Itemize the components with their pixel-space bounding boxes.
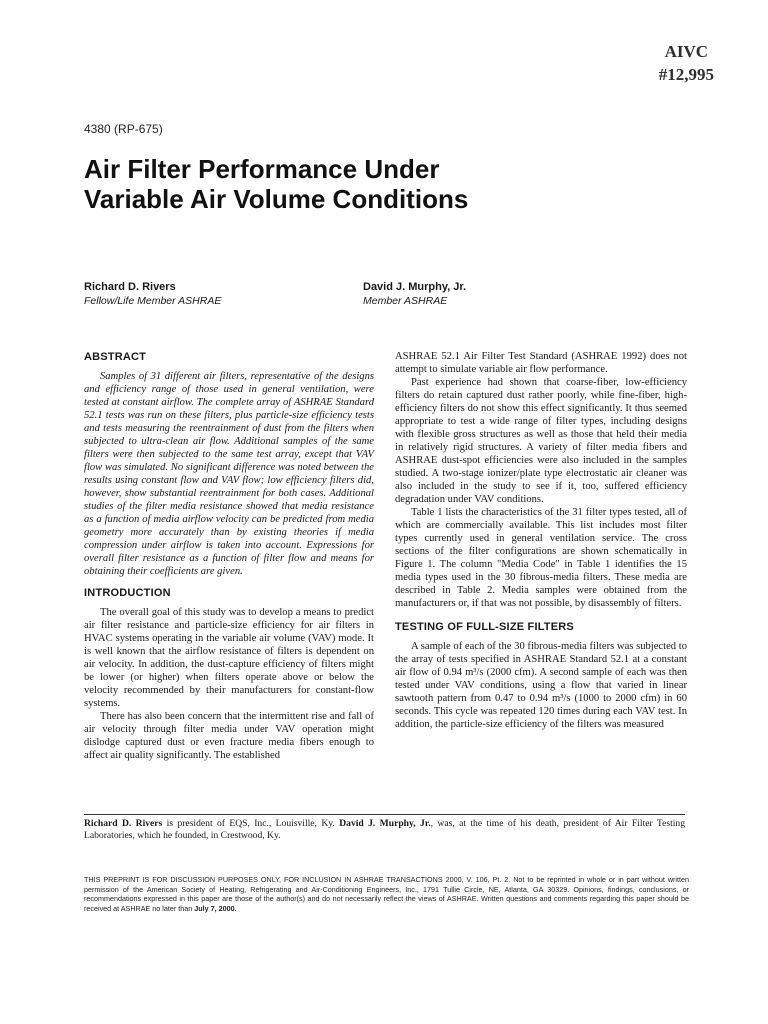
footnote-author-1: Richard D. Rivers: [84, 818, 163, 829]
author-affiliation: Member ASHRAE: [363, 295, 448, 307]
left-column: [84, 350, 374, 762]
preprint-disclaimer: [84, 875, 689, 913]
title-line-2: Variable Air Volume Conditions: [84, 184, 469, 214]
testing-paragraph: A sample of each of the 30 fibrous-media filters was subjected to the array of tests specified in ASHRAE Standard 52.1 at a constant air flow of 0.94 m³/s (2000 cfm). A second sample of each was then tested under VAV conditions, using a flow that varied in linear sawtooth pattern from 0.47 to 0.94 m³/s (1000 to 2000 cfm) in 60 seconds. This cycle was repeated 120 times during each VAV test. In addition, the particle-size efficiency of the filters was measured: [395, 641, 687, 730]
footnote-text-1: is president of EQS, Inc., Louisville, Ky.: [162, 818, 340, 829]
abstract-text: Samples of 31 different air filters, representative of the designs and efficiency range of those used in general ventilation, were tested at constant airflow. The complete array of ASHRAE Standard 52.1 tests was run on these filters, plus particle-size efficiency tests and tests measuring the reentrainment of dust from the filters when subjected to ultra-clean air flow. Additional samples of the same filters were then subjected to the same test array, except that VAV flow was simulated. No significant difference was noted between the results using constant flow and VAV flow; low efficiency filters did, however, show substantial reentrainment for both cases. Additional studies of the filter media resistance showed that media resistance as a function of media airflow velocity can be predicted from media geometry more accurately than by existing theories if media compression under airflow is taken into account. Expressions for overall filter resistance as a function of filter flow and means for obtaining their coefficients are given.: [84, 371, 374, 577]
intro-paragraph: The overall goal of this study was to develop a means to predict air filter resistance and particle-size efficiency for air filters in HVAC systems operating in the variable air volume (VAV) mode. It is well known that the airflow resistance of filters is dependent on air velocity. In addition, the dust-capture efficiency of filters might be lower (or higher) when filters operate above or below the velocity recommended by their manufacturers for constant-flow systems.: [84, 607, 374, 709]
right-column: [395, 350, 687, 731]
footnote-author-2: David J. Murphy, Jr.: [339, 818, 431, 829]
aivc-stamp: [659, 40, 714, 86]
disclaimer-text: THIS PREPRINT IS FOR DISCUSSION PURPOSES ONLY, FOR INCLUSION IN ASHRAE TRANSACTIONS 2000, V. 106, Pt. 2. Not to be reprinted in whole or in part without written permission of the American Society of Heating, Refrigerating and Air-Conditioning Engineers, Inc., 1791 Tullie Circle, NE, Atlanta, GA 30329. Opinions, findings, conclusions, or recommendations expressed in this paper are those of the author(s) and do not necessarily reflect the views of ASHRAE. Written questions and comments regarding this paper should be received at ASHRAE no later than: [84, 875, 689, 913]
author-affiliation: Fellow/Life Member ASHRAE: [84, 295, 222, 307]
stamp-line-1: AIVC: [664, 42, 709, 61]
testing-heading: TESTING OF FULL-SIZE FILTERS: [395, 621, 574, 633]
abstract-heading: ABSTRACT: [84, 351, 147, 363]
paper-title: [84, 154, 704, 214]
intro-paragraph: Table 1 lists the characteristics of the 31 filter types tested, all of which are commercially available. This list includes most filter types currently used in general ventilation service. The cross sections of the filter configurations are shown schematically in Figure 1. The column "Media Code" in Table 1 identifies the 15 media types used in the 30 fibrous-media filters. These media are described in Table 2. Media samples were obtained from the manufacturers or, if that was not possible, by disassembly of filters.: [395, 507, 687, 609]
footnote-divider: [84, 814, 685, 815]
author-block: [363, 280, 466, 308]
author-name: Richard D. Rivers: [84, 281, 176, 293]
paper-number: 4380 (RP-675): [84, 122, 163, 136]
intro-paragraph-continued: ASHRAE 52.1 Air Filter Test Standard (ASHRAE 1992) does not attempt to simulate variable air flow performance.: [395, 351, 687, 375]
disclaimer-deadline: July 7, 2000.: [194, 903, 237, 913]
intro-paragraph: There has also been concern that the intermittent rise and fall of air velocity through filter media under VAV operation might dislodge captured dust or even fracture media fibers enough to affect air quality significantly. The established: [84, 711, 374, 761]
author-block: [84, 280, 221, 308]
author-footnote: [84, 818, 685, 842]
author-name: David J. Murphy, Jr.: [363, 281, 467, 293]
intro-paragraph: Past experience had shown that coarse-fiber, low-efficiency filters do retain captured dust rather poorly, while fine-fiber, high-efficiency filters do not show this effect significantly. It thus seemed appropriate to test a wide range of filter types, including designs with flexible gross structures as well as those that held their media in relatively rigid structures. A variety of filter media fibers and ASHRAE dust-spot efficiencies were also included in the samples studied. A two-stage ionizer/plate type electrostatic air cleaner was also included in the study to see if it, too, suffered efficiency degradation under VAV conditions.: [395, 377, 687, 505]
footnote-text-2: , was, at the time of his death, president of Air Filter Testing Laboratories, which he founded, in Crestwood, Ky.: [84, 818, 685, 841]
title-line-1: Air Filter Performance Under: [84, 154, 440, 184]
stamp-line-2: #12,995: [658, 65, 714, 84]
introduction-heading: INTRODUCTION: [84, 587, 171, 599]
